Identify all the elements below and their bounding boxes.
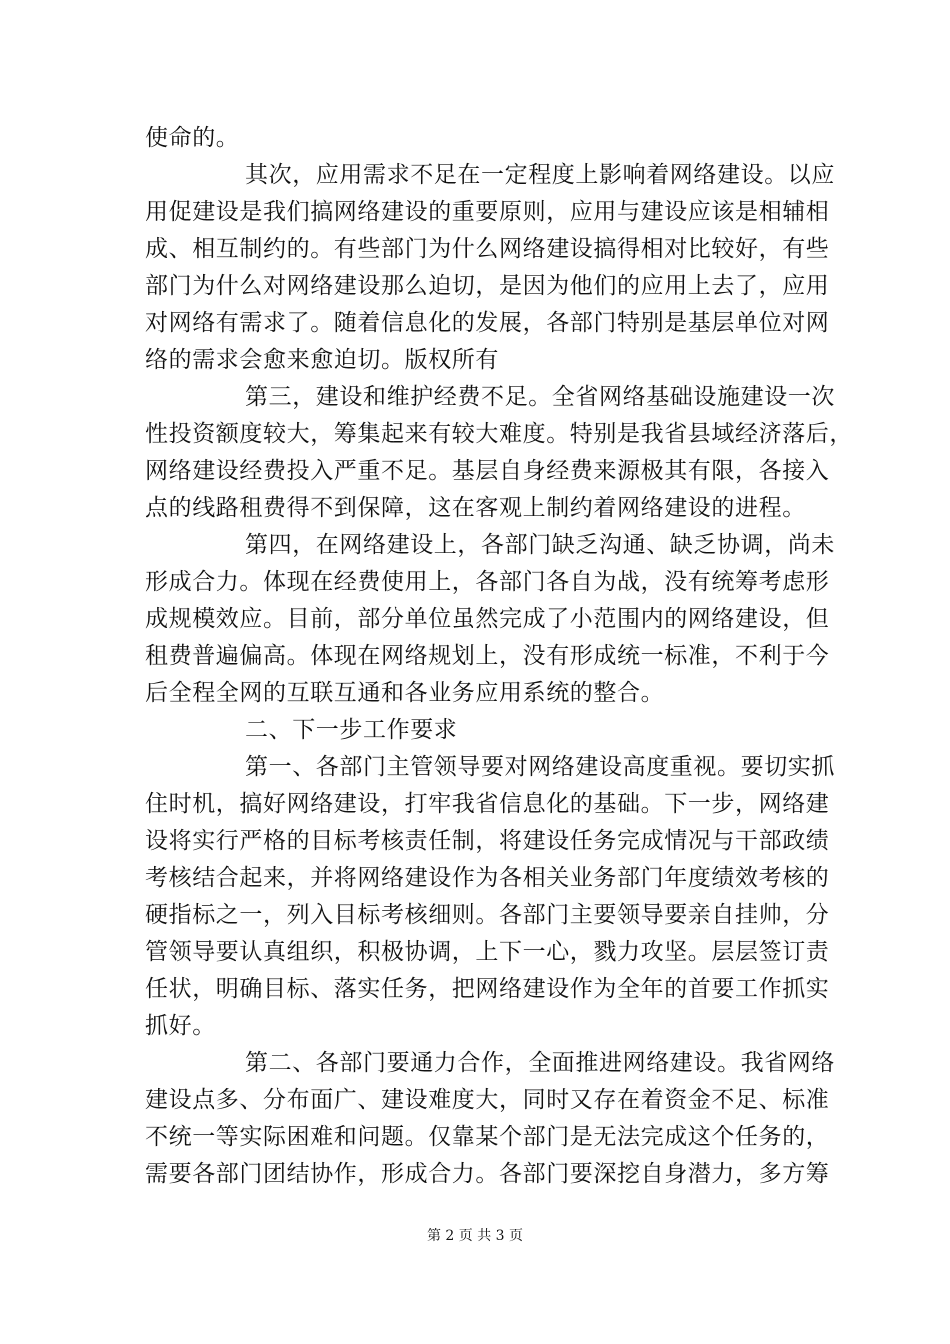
text-line: 网络建设经费投入严重不足。基层自身经费来源极其有限，各接入	[145, 458, 830, 484]
text-line: 租费普遍偏高。体现在网络规划上，没有形成统一标准，不利于今	[145, 643, 830, 669]
text-line: 管领导要认真组织，积极协调，上下一心，戮力攻坚。层层签订责	[145, 939, 830, 965]
text-line: 抓好。	[145, 1013, 216, 1039]
text-line: 考核结合起来，并将网络建设作为各相关业务部门年度绩效考核的	[145, 865, 830, 891]
paragraph-first-line: 第二、各部门要通力合作，全面推进网络建设。我省网络	[245, 1050, 835, 1076]
paragraph-first-line: 第四，在网络建设上，各部门缺乏沟通、缺乏协调，尚未	[245, 532, 835, 558]
text-line: 不统一等实际困难和问题。仅靠某个部门是无法完成这个任务的，	[145, 1124, 830, 1150]
paragraph-first-line: 其次，应用需求不足在一定程度上影响着网络建设。以应	[245, 162, 835, 188]
text-line: 对网络有需求了。随着信息化的发展，各部门特别是基层单位对网	[145, 310, 830, 336]
text-line: 成规模效应。目前，部分单位虽然完成了小范围内的网络建设，但	[145, 606, 830, 632]
text-line: 形成合力。体现在经费使用上，各部门各自为战，没有统筹考虑形	[145, 569, 830, 595]
text-line: 后全程全网的互联互通和各业务应用系统的整合。	[145, 680, 665, 706]
text-line: 成、相互制约的。有些部门为什么网络建设搞得相对比较好，有些	[145, 236, 830, 262]
text-line: 需要各部门团结协作，形成合力。各部门要深挖自身潜力，多方筹	[145, 1161, 830, 1187]
text-line: 使命的。	[145, 125, 240, 151]
text-line: 部门为什么对网络建设那么迫切，是因为他们的应用上去了，应用	[145, 273, 830, 299]
text-line: 点的线路租费得不到保障，这在客观上制约着网络建设的进程。	[145, 495, 806, 521]
text-line: 性投资额度较大，筹集起来有较大难度。特别是我省县域经济落后，	[145, 421, 853, 447]
text-line: 络的需求会愈来愈迫切。版权所有	[145, 347, 499, 373]
text-line: 任状，明确目标、落实任务，把网络建设作为全年的首要工作抓实	[145, 976, 830, 1002]
text-line: 住时机，搞好网络建设，打牢我省信息化的基础。下一步，网络建	[145, 791, 830, 817]
text-line: 建设点多、分布面广、建设难度大，同时又存在着资金不足、标准	[145, 1087, 830, 1113]
page-number-footer: 第 2 页 共 3 页	[426, 1228, 524, 1244]
text-line: 设将实行严格的目标考核责任制，将建设任务完成情况与干部政绩	[145, 828, 830, 854]
paragraph-first-line: 第一、各部门主管领导要对网络建设高度重视。要切实抓	[245, 754, 835, 780]
section-heading: 二、下一步工作要求	[245, 717, 458, 743]
paragraph-first-line: 第三，建设和维护经费不足。全省网络基础设施建设一次	[245, 384, 835, 410]
text-line: 用促建设是我们搞网络建设的重要原则，应用与建设应该是相辅相	[145, 199, 830, 225]
text-line: 硬指标之一，列入目标考核细则。各部门主要领导要亲自挂帅，分	[145, 902, 830, 928]
